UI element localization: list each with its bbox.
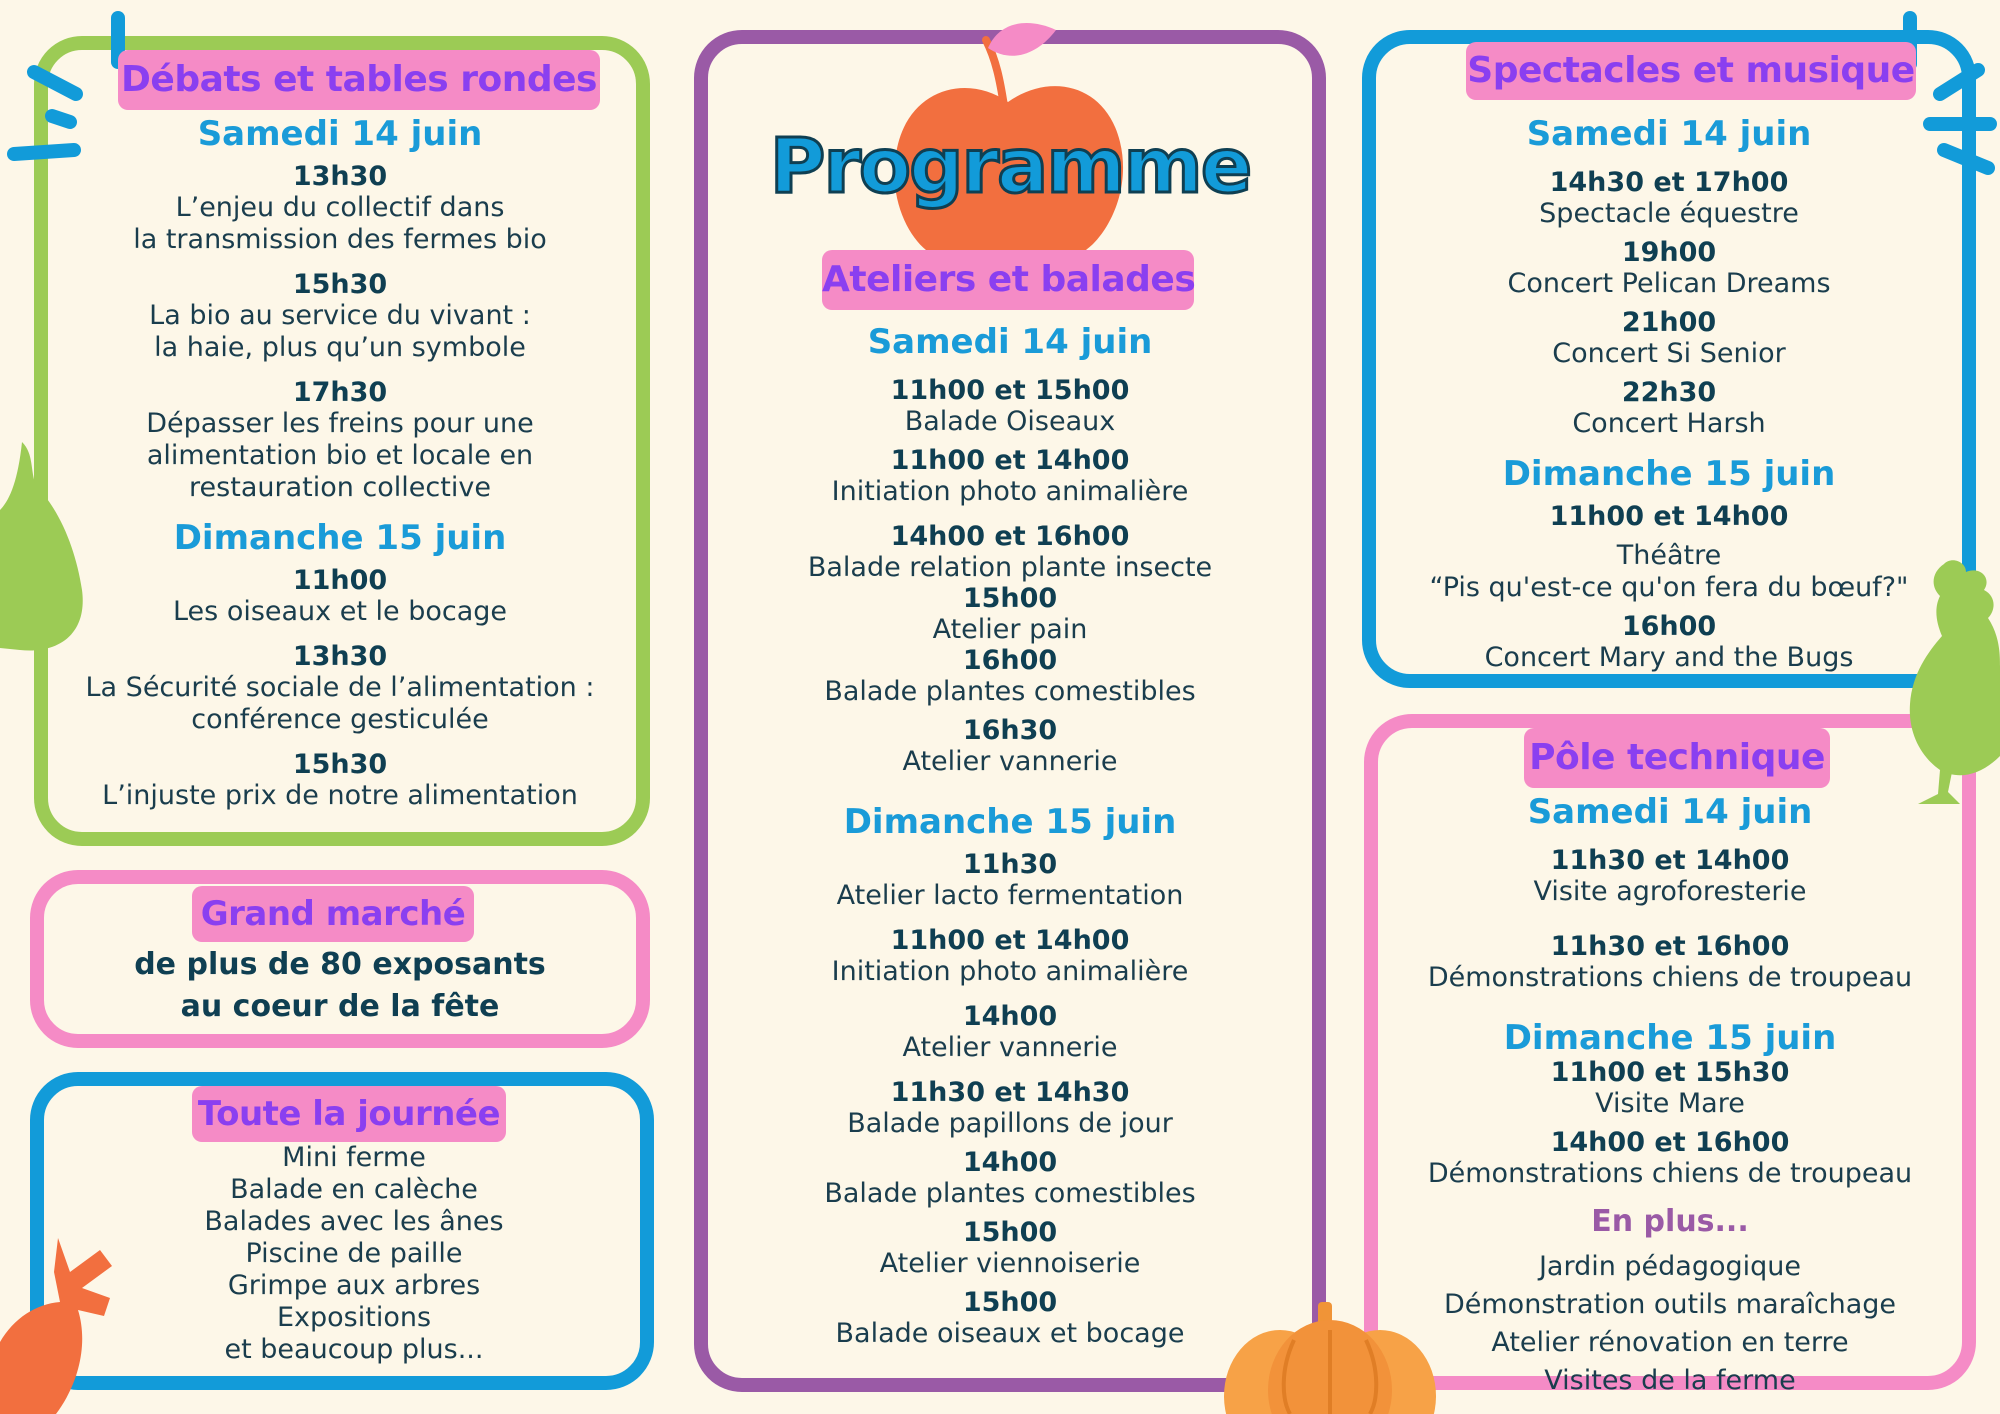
debats-line: La Sécurité sociale de l’alimentation :: [85, 672, 595, 703]
ateliers-activity: Balade plantes comestibles: [824, 676, 1196, 707]
technique-plus-item: Visites de la ferme: [1544, 1365, 1796, 1396]
ateliers-activity: Atelier viennoiserie: [879, 1248, 1141, 1279]
spectacles-time: 19h00: [1621, 237, 1717, 268]
journee-item: Balades avec les ânes: [204, 1206, 504, 1237]
ateliers-content: [708, 322, 1312, 1350]
technique-activity: Visite Mare: [1595, 1088, 1745, 1119]
debats-line: Dépasser les freins pour une: [146, 408, 534, 439]
journee-item: et beaucoup plus...: [224, 1334, 484, 1365]
ateliers-activity: Atelier lacto fermentation: [836, 880, 1184, 911]
ateliers-activity: Atelier vannerie: [902, 1032, 1118, 1063]
ateliers-time: 15h00: [962, 1287, 1058, 1318]
spectacles-tag: Spectacles et musique: [1466, 42, 1916, 100]
technique-plus-title: En plus...: [1591, 1204, 1749, 1239]
technique-time: 11h30 et 14h00: [1550, 845, 1790, 876]
spectacles-line: “Pis qu'est-ce qu'on fera du bœuf?": [1429, 572, 1909, 603]
technique-content: [1378, 792, 1962, 1400]
ateliers-activity: Balade Oiseaux: [904, 406, 1116, 437]
debats-time: 15h30: [292, 269, 388, 300]
ateliers-time: 14h00: [962, 1147, 1058, 1178]
technique-tag: Pôle technique: [1524, 728, 1830, 788]
ateliers-activity: Balade plantes comestibles: [824, 1178, 1196, 1209]
debats-line: L’enjeu du collectif dans: [175, 192, 505, 223]
spectacles-time: 14h30 et 17h00: [1549, 167, 1789, 198]
journee-item: Balade en calèche: [230, 1174, 478, 1205]
spectacles-line: Concert Mary and the Bugs: [1484, 642, 1854, 673]
journee-item: Mini ferme: [282, 1142, 426, 1173]
marche-line: au coeur de la fête: [180, 989, 500, 1024]
marche-content: [44, 944, 636, 1028]
ateliers-day2: Dimanche 15 juin: [843, 802, 1177, 842]
debats-line: la haie, plus qu’un symbole: [154, 332, 526, 363]
journee-item: Grimpe aux arbres: [227, 1270, 481, 1301]
debats-line: alimentation bio et locale en: [146, 440, 534, 471]
debats-day2: Dimanche 15 juin: [173, 518, 507, 558]
ateliers-tag: Ateliers et balades: [822, 250, 1194, 310]
technique-activity: Démonstrations chiens de troupeau: [1427, 962, 1913, 993]
debats-line: La bio au service du vivant :: [149, 300, 531, 331]
journee-item: Piscine de paille: [245, 1238, 463, 1269]
debats-line: Les oiseaux et le bocage: [172, 596, 508, 627]
ateliers-time: 11h00 et 14h00: [890, 445, 1130, 476]
debats-time: 15h30: [292, 749, 388, 780]
ateliers-activity: Balade papillons de jour: [847, 1108, 1173, 1139]
ateliers-time: 11h00 et 15h00: [890, 375, 1130, 406]
technique-plus-item: Démonstration outils maraîchage: [1443, 1289, 1897, 1320]
journee-content: [44, 1142, 664, 1366]
ateliers-time: 14h00: [962, 1001, 1058, 1032]
ateliers-time: 15h00: [962, 583, 1058, 614]
marche-line: de plus de 80 exposants: [134, 947, 546, 982]
debats-content: [48, 114, 632, 812]
technique-time: 11h30 et 16h00: [1550, 931, 1790, 962]
spectacles-day2: Dimanche 15 juin: [1502, 454, 1836, 494]
debats-time: 13h30: [292, 161, 388, 192]
ateliers-time: 11h00 et 14h00: [890, 925, 1130, 956]
debats-line: restauration collective: [189, 472, 491, 503]
ateliers-time: 16h30: [962, 715, 1058, 746]
spectacles-line: Spectacle équestre: [1539, 198, 1799, 229]
ateliers-day1: Samedi 14 juin: [867, 322, 1153, 362]
spectacles-time: 11h00 et 14h00: [1549, 501, 1789, 532]
debats-time: 11h00: [292, 565, 388, 596]
technique-time: 11h00 et 15h30: [1550, 1057, 1790, 1088]
spectacles-line: Concert Pelican Dreams: [1507, 268, 1831, 299]
spectacles-time: 22h30: [1621, 377, 1717, 408]
debats-line: la transmission des fermes bio: [133, 224, 547, 255]
debats-day1: Samedi 14 juin: [197, 114, 483, 154]
debats-line: conférence gesticulée: [191, 704, 489, 735]
marche-tag: Grand marché: [192, 886, 474, 942]
ateliers-activity: Balade relation plante insecte: [807, 552, 1213, 583]
ateliers-activity: Initiation photo animalière: [831, 476, 1189, 507]
technique-activity: Démonstrations chiens de troupeau: [1427, 1158, 1913, 1189]
ateliers-time: 16h00: [962, 645, 1058, 676]
spectacles-line: Concert Harsh: [1572, 408, 1766, 439]
technique-activity: Visite agroforesterie: [1533, 876, 1807, 907]
spectacles-line: Théâtre: [1616, 540, 1722, 571]
technique-day1: Samedi 14 juin: [1527, 792, 1813, 832]
spectacles-content: [1376, 114, 1962, 674]
ateliers-activity: Atelier vannerie: [902, 746, 1118, 777]
page-title: Programme: [769, 121, 1251, 210]
technique-plus-item: Jardin pédagogique: [1538, 1251, 1802, 1282]
journee-item: Expositions: [276, 1302, 432, 1333]
spectacles-time: 21h00: [1621, 307, 1717, 338]
debats-time: 17h30: [292, 377, 388, 408]
ateliers-time: 11h30: [962, 849, 1058, 880]
ateliers-activity: Balade oiseaux et bocage: [835, 1318, 1185, 1349]
spectacles-day1: Samedi 14 juin: [1526, 114, 1812, 154]
technique-day2: Dimanche 15 juin: [1503, 1018, 1837, 1058]
ateliers-activity: Initiation photo animalière: [831, 956, 1189, 987]
spectacles-line: Concert Si Senior: [1552, 338, 1786, 369]
debats-line: L’injuste prix de notre alimentation: [102, 780, 578, 811]
ateliers-time: 14h00 et 16h00: [890, 521, 1130, 552]
technique-time: 14h00 et 16h00: [1550, 1127, 1790, 1158]
ateliers-time: 11h30 et 14h30: [890, 1077, 1130, 1108]
ateliers-activity: Atelier pain: [932, 614, 1088, 645]
ateliers-time: 15h00: [962, 1217, 1058, 1248]
technique-plus-item: Atelier rénovation en terre: [1491, 1327, 1849, 1358]
journee-tag: Toute la journée: [192, 1086, 506, 1142]
debats-tag: Débats et tables rondes: [118, 50, 600, 110]
spectacles-time: 16h00: [1621, 611, 1717, 642]
debats-time: 13h30: [292, 641, 388, 672]
